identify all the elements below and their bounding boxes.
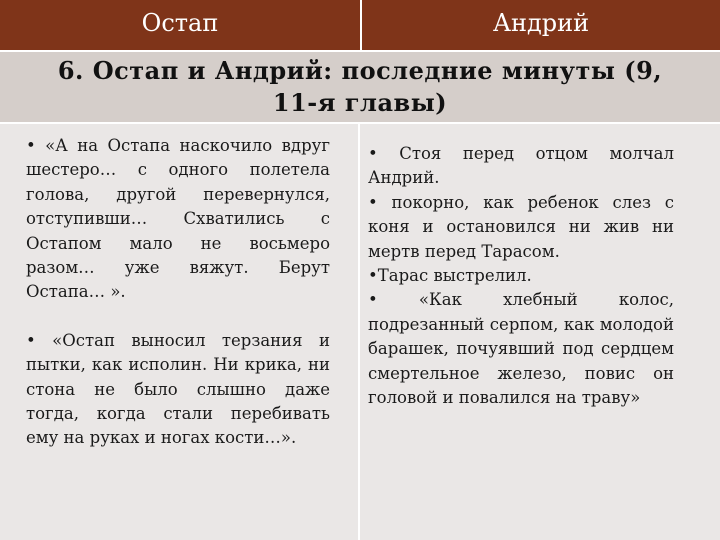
title-row: [0, 52, 720, 124]
header-ostap: Остап: [141, 9, 219, 37]
andriy-point-2: • покорно, как ребенок слез с коня и остановился ни жив ни мертв перед Тарасом.: [368, 192, 674, 261]
table-header-row: [0, 0, 720, 52]
andriy-column: [360, 124, 720, 540]
header-andriy: Андрий: [492, 9, 590, 37]
andriy-point-3: •Тарас выстрелил.: [368, 266, 532, 286]
ostap-quote-1: • «А на Остапа наскочило вдруг шестеро… с одного полетела голова, другой перевернулся, отступивши… Схватились с Остапом мало не восьмеро разом… уже вяжут. Берут Остапа… ».: [26, 136, 330, 302]
ostap-quote-2: • «Остап выносил терзания и пытки, как исполин. Ни крика, ни стона не было слышно даже тогда, когда стали перебивать ему на руках и ногах кости…».: [26, 330, 330, 448]
andriy-point-4: • «Как хлебный колос, подрезанный серпом, как молодой барашек, почуявший под сердцем смертельное железо, повис он головой и повалился на траву»: [368, 290, 674, 408]
paragraph-gap: [26, 305, 330, 329]
slide-title: 6. Остап и Андрий: последние минуты (9, 11-я главы): [57, 56, 663, 117]
andriy-point-1: • Стоя перед отцом молчал Андрий.: [368, 144, 674, 188]
ostap-column: [0, 124, 358, 540]
table-body-row: [0, 124, 720, 540]
